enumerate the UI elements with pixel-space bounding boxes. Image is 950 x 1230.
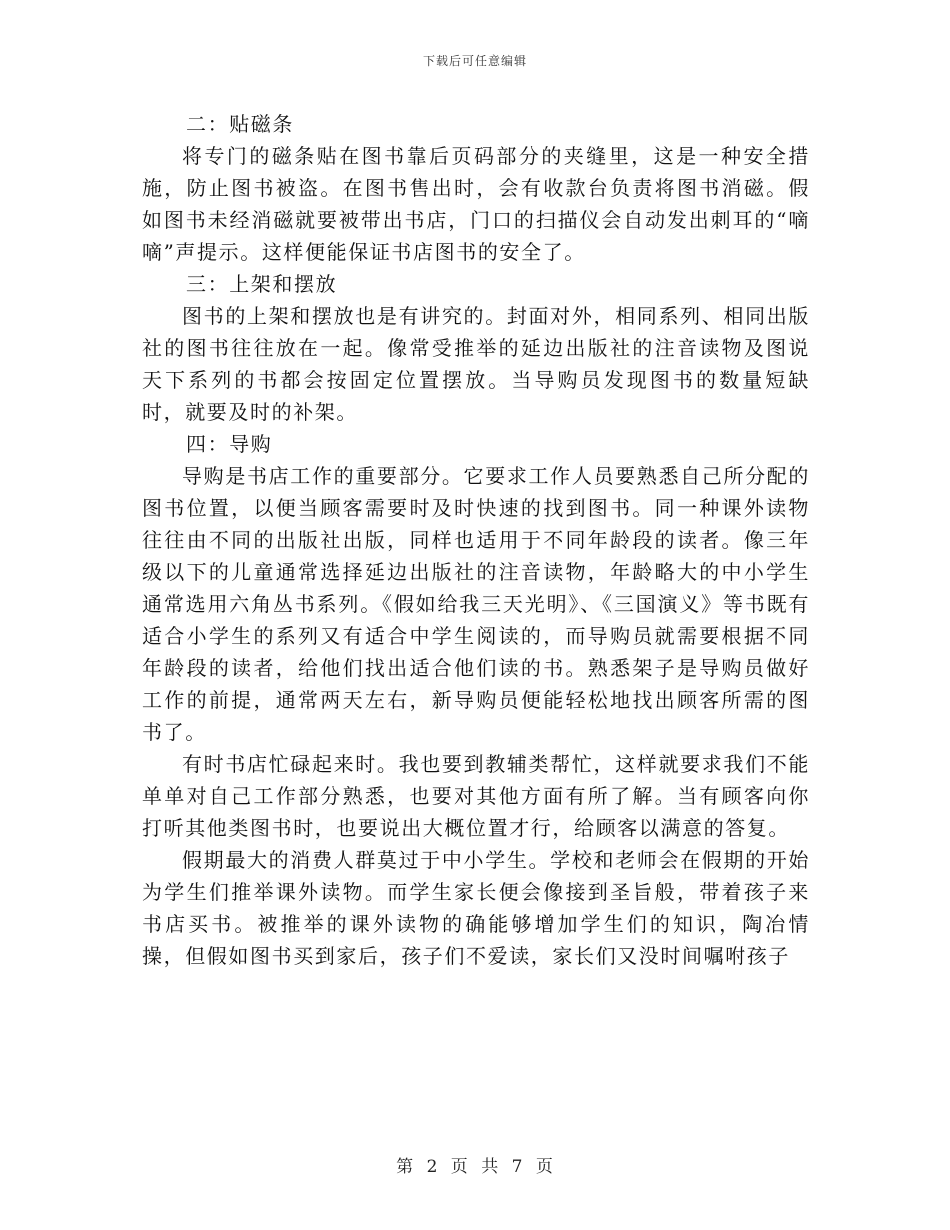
paragraph-holiday-customers: 假期最大的消费人群莫过于中小学生。学校和老师会在假期的开始为学生们推举课外读物。而学生家长便会像接到圣旨般，带着孩子来书店买书。被推举的课外读物的确能够增加学生们的知识，陶冶情操，但假如图书买到家后，孩子们不爱读，家长们又没时间嘱咐孩子 (142, 848, 810, 968)
section-heading-4: 四：导购 (186, 432, 273, 456)
document-body (142, 108, 810, 972)
section-heading-2: 二：贴磁条 (186, 112, 294, 136)
page-footer: 第 2 页 共 7 页 (396, 1157, 554, 1177)
section-heading-3: 三：上架和摆放 (186, 272, 338, 296)
paragraph-shopping-guide: 导购是书店工作的重要部分。它要求工作人员要熟悉自己所分配的图书位置，以便当顾客需要时及时快速的找到图书。同一种课外读物往往由不同的出版社出版，同样也适用于不同年龄段的读者。像三年级以下的儿童通常选择延边出版社的注音读物，年龄略大的中小学生通常选用六角丛书系列。《假如给我三天光明》、《三国演义》等书既有适合小学生的系列又有适合中学生阅读的，而导购员就需要根据不同年龄段的读者，给他们找出适合他们读的书。熟悉架子是导购员做好工作的前提，通常两天左右，新导购员便能轻松地找出顾客所需的图书了。 (142, 464, 810, 744)
paragraph-busy-times: 有时书店忙碌起来时。我也要到教辅类帮忙，这样就要求我们不能单单对自己工作部分熟悉，也要对其他方面有所了解。当有顾客向你打听其他类图书时，也要说出大概位置才行，给顾客以满意的答复。 (142, 752, 810, 840)
paragraph-shelving: 图书的上架和摆放也是有讲究的。封面对外，相同系列、相同出版社的图书往往放在一起。像常受推举的延边出版社的注音读物及图说天下系列的书都会按固定位置摆放。当导购员发现图书的数量短缺时，就要及时的补架。 (142, 304, 810, 424)
page-header: 下载后可任意编辑 (422, 54, 527, 68)
paragraph-magnetic-strip: 将专门的磁条贴在图书靠后页码部分的夹缝里，这是一种安全措施，防止图书被盗。在图书售出时，会有收款台负责将图书消磁。假如图书未经消磁就要被带出书店，门口的扫描仪会自动发出刺耳的“嘀嘀”声提示。这样便能保证书店图书的安全了。 (142, 144, 810, 264)
